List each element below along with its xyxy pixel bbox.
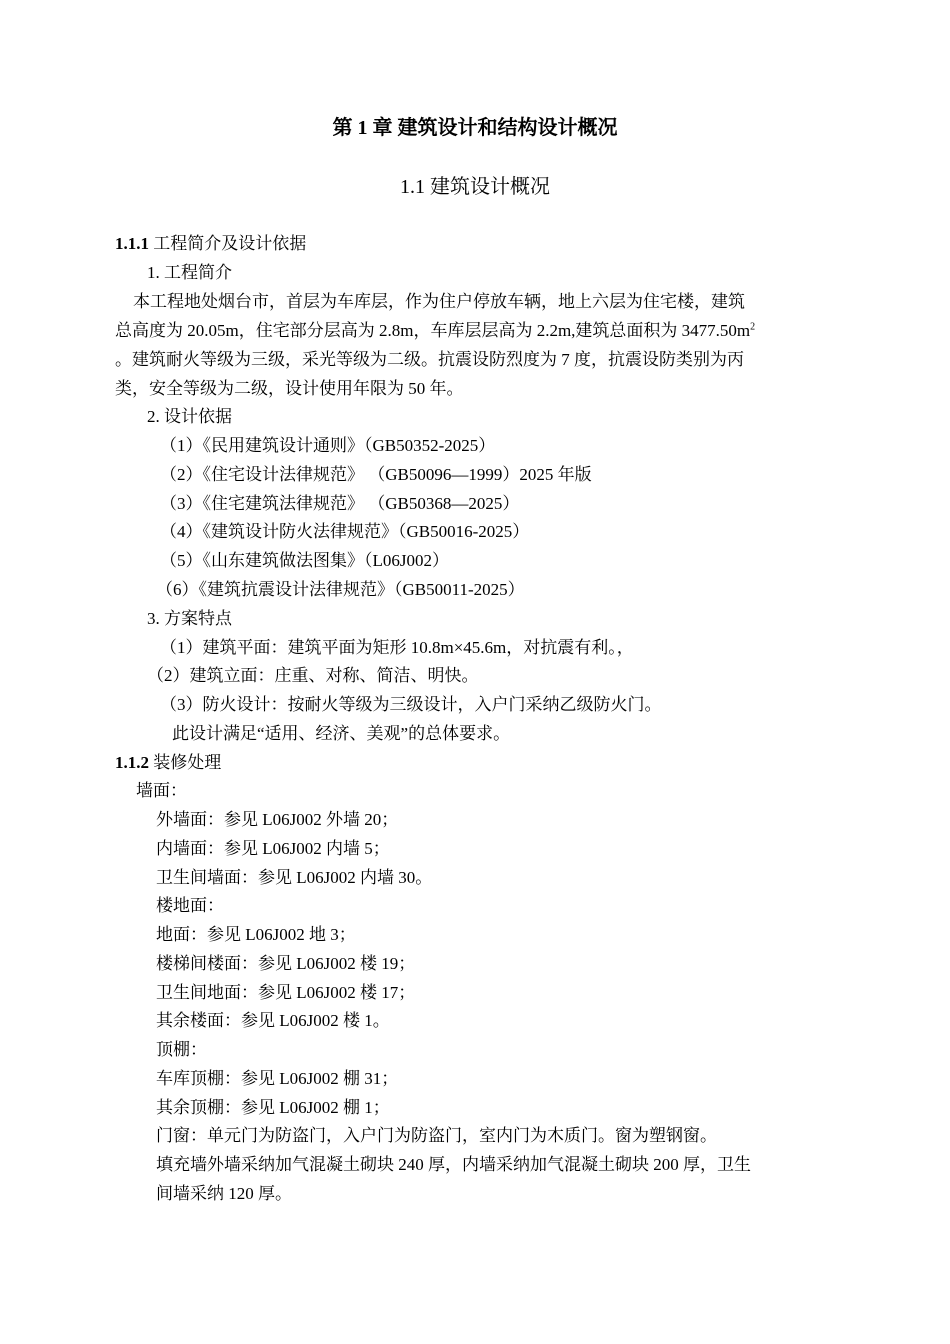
subsection-heading-1-1-2 — [115, 751, 221, 775]
intro-paragraph-line-4: 类，安全等级为二级，设计使用年限为 50 年。 — [115, 379, 464, 398]
decor-line: 填充墙外墙采纳加气混凝土砌块 240 厚，内墙采纳加气混凝土砌块 200 厚，卫生 — [156, 1155, 751, 1174]
decor-line: 门窗：单元门为防盗门，入户门为防盗门，室内门为木质门。窗为塑钢窗。 — [156, 1126, 717, 1145]
feature-item: （3）防火设计：按耐火等级为三级设计，入户门采纳乙级防火门。 — [160, 695, 662, 714]
intro-paragraph-line-3: 。建筑耐火等级为三级，采光等级为二级。抗震设防烈度为 7 度，抗震设防类别为丙 — [115, 350, 744, 369]
decor-line: 其余楼面：参见 L06J002 楼 1。 — [156, 1011, 390, 1030]
chapter-title: 第 1 章 建筑设计和结构设计概况 — [332, 117, 618, 139]
decor-line: 楼地面： — [156, 896, 224, 915]
decor-line: 卫生间地面：参见 L06J002 楼 17； — [156, 983, 416, 1002]
basis-item: （4）《建筑设计防火法律规范》（GB50016-2025） — [160, 522, 530, 541]
basis-heading: 2. 设计依据 — [147, 407, 232, 426]
wall-heading: 墙面： — [136, 781, 187, 800]
basis-item: （1）《民用建筑设计通则》（GB50352-2025） — [160, 436, 496, 455]
decor-line: 地面：参见 L06J002 地 3； — [156, 925, 356, 944]
basis-item: （5）《山东建筑做法图集》（L06J002） — [160, 551, 449, 570]
subsection-title: 装修处理 — [153, 753, 222, 772]
feature-summary: 此设计满足“适用、经济、美观”的总体要求。 — [172, 724, 511, 743]
decor-line: 内墙面：参见 L06J002 内墙 5； — [156, 839, 390, 858]
section-title: 1.1 建筑设计概况 — [400, 176, 550, 198]
intro-paragraph-line-2 — [115, 319, 755, 343]
decor-line: 间墙采纳 120 厚。 — [156, 1184, 292, 1203]
decor-line: 楼梯间楼面：参见 L06J002 楼 19； — [156, 954, 416, 973]
decor-line: 其余顶棚：参见 L06J002 棚 1； — [156, 1098, 390, 1117]
intro-heading: 1. 工程简介 — [147, 263, 232, 282]
decor-line: 车库顶棚：参见 L06J002 棚 31； — [156, 1069, 399, 1088]
decor-line: 顶棚： — [156, 1040, 207, 1059]
subsection-heading-1-1-1 — [115, 232, 306, 256]
feature-item: （1）建筑平面：建筑平面为矩形 10.8m×45.6m，对抗震有利。， — [160, 638, 634, 657]
decor-line: 卫生间墙面：参见 L06J002 内墙 30。 — [156, 868, 433, 887]
subsection-title: 工程简介及设计依据 — [153, 234, 307, 253]
decor-line: 外墙面：参见 L06J002 外墙 20； — [156, 810, 399, 829]
basis-item: （2）《住宅设计法律规范》 （GB50096—1999）2025 年版 — [160, 465, 592, 484]
subsection-number: 1.1.2 — [115, 753, 149, 772]
intro-paragraph-line-2-text: 总高度为 20.05m，住宅部分层高为 2.8m，车库层层高为 2.2m,建筑总面积为 3477.50m — [115, 321, 751, 340]
superscript: 2 — [750, 321, 756, 333]
intro-paragraph-line-1: 本工程地处烟台市，首层为车库层，作为住户停放车辆，地上六层为住宅楼，建筑 — [133, 292, 745, 311]
basis-item: （3）《住宅建筑法律规范》 （GB50368—2025） — [160, 494, 520, 513]
feature-item: （2）建筑立面：庄重、对称、简洁、明快。 — [147, 666, 479, 685]
features-heading: 3. 方案特点 — [147, 609, 232, 628]
basis-item: （6）《建筑抗震设计法律规范》（GB50011-2025） — [156, 580, 525, 599]
subsection-number: 1.1.1 — [115, 234, 149, 253]
